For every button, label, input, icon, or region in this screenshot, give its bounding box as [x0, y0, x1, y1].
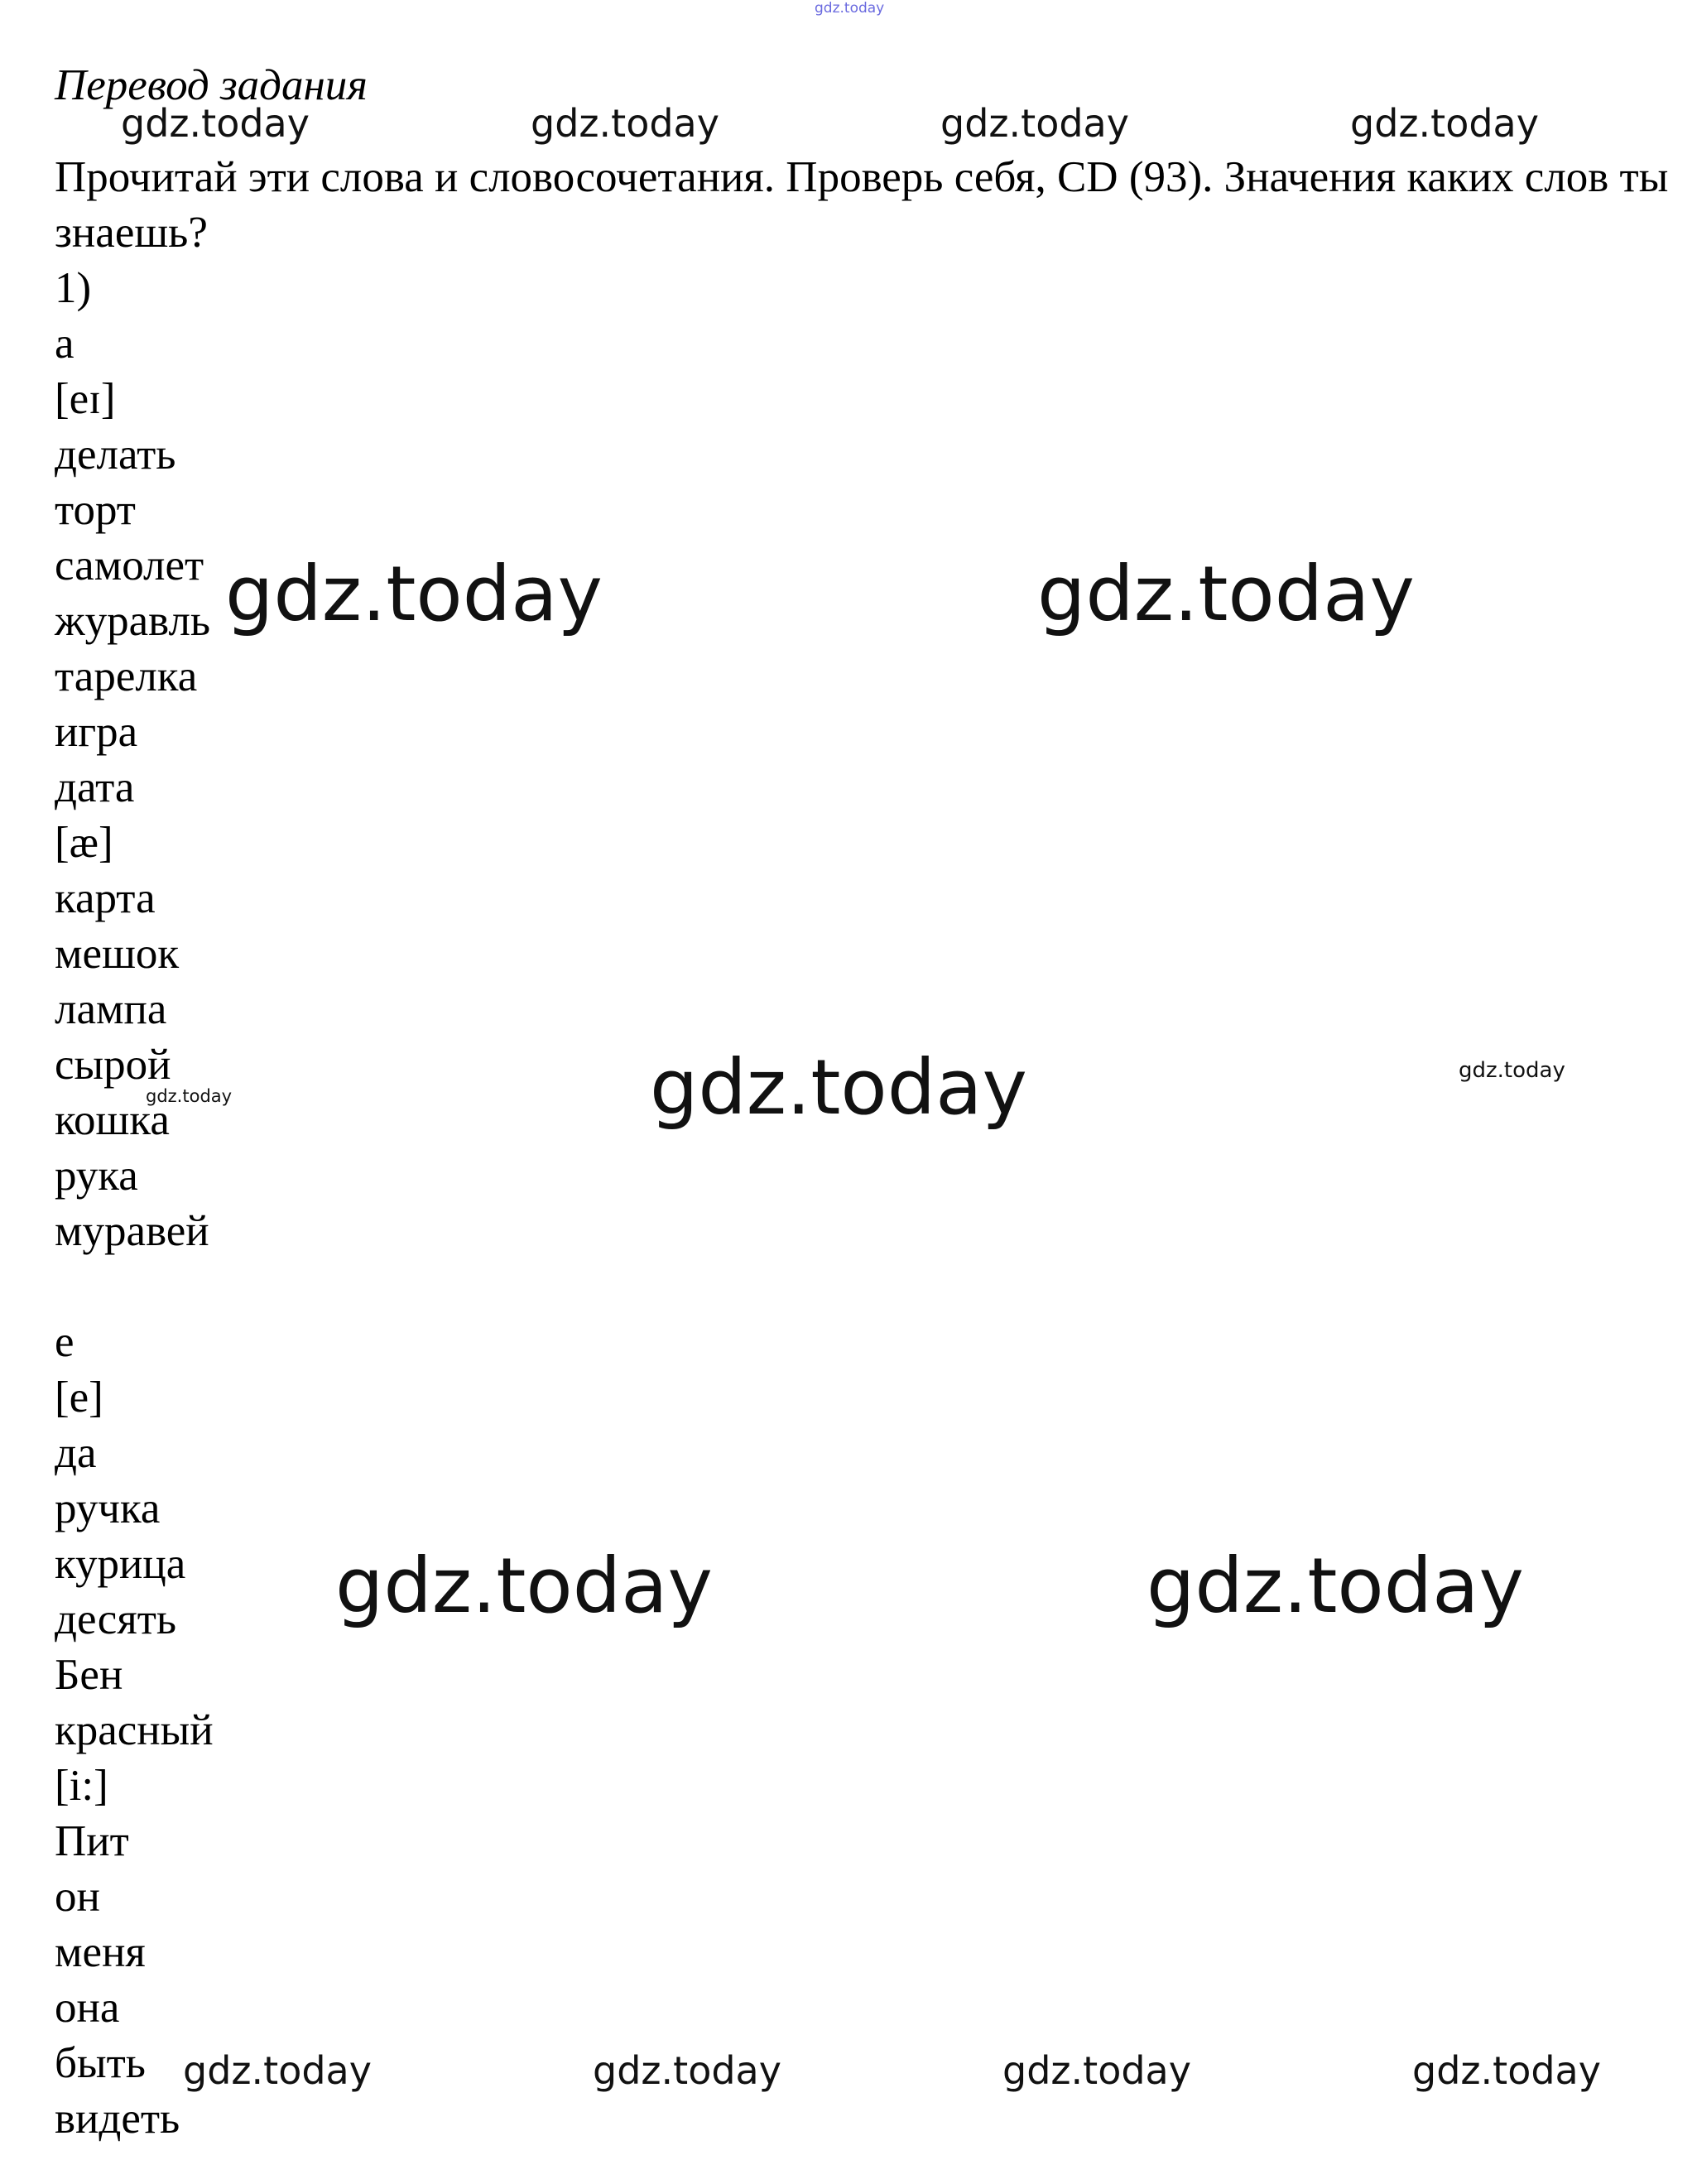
watermark: gdz.today: [1412, 2048, 1601, 2093]
task-instruction: Прочитай эти слова и словосочетания. Проверь себя, CD (93). Значения каких слов ты знаешь?: [55, 153, 1669, 257]
list-item: рука: [55, 1152, 138, 1200]
watermark: gdz.today: [1002, 2048, 1191, 2093]
list-item: меня: [55, 1928, 146, 1976]
list-item: да: [55, 1429, 97, 1477]
list-item: курица: [55, 1540, 186, 1588]
list-item: она: [55, 1984, 120, 2032]
watermark: gdz.today: [121, 101, 310, 146]
watermark: gdz.today: [183, 2048, 372, 2093]
list-item: 1): [55, 264, 92, 312]
list-item: [eɪ]: [55, 375, 116, 423]
list-item: самолет: [55, 541, 204, 589]
list-item: кошка: [55, 1096, 170, 1144]
watermark: gdz.today: [650, 1043, 1027, 1132]
watermark: gdz.today: [940, 101, 1129, 146]
list-item: карта: [55, 874, 156, 922]
list-item: тарелка: [55, 652, 198, 700]
watermark: gdz.today: [1459, 1058, 1565, 1083]
watermark-top: gdz.today: [815, 0, 885, 17]
list-item: видеть: [55, 2095, 180, 2143]
watermark: gdz.today: [335, 1542, 713, 1630]
document-heading: Перевод задания: [55, 61, 368, 109]
list-item: [i:]: [55, 1762, 108, 1810]
list-item: ручка: [55, 1484, 161, 1532]
watermark: gdz.today: [225, 550, 603, 638]
list-item: журавль: [55, 597, 211, 645]
list-item: [æ]: [55, 819, 113, 867]
watermark: gdz.today: [1037, 550, 1415, 638]
watermark: gdz.today: [1350, 101, 1539, 146]
list-item: Бен: [55, 1651, 123, 1699]
list-item: делать: [55, 431, 176, 479]
list-item: сырой: [55, 1041, 171, 1089]
list-item: игра: [55, 708, 138, 756]
list-item: мешок: [55, 930, 180, 978]
list-item: красный: [55, 1706, 214, 1754]
list-item: e: [55, 1318, 75, 1366]
list-item: муравей: [55, 1207, 209, 1255]
watermark: gdz.today: [593, 2048, 781, 2093]
list-item: лампа: [55, 985, 167, 1033]
list-item: [e]: [55, 1373, 103, 1422]
list-item: торт: [55, 486, 136, 534]
list-item: быть: [55, 2039, 146, 2087]
list-item: a: [55, 320, 75, 368]
list-item: десять: [55, 1595, 177, 1643]
word-list-e: [55, 1315, 1677, 2147]
list-item: дата: [55, 763, 135, 811]
watermark: gdz.today: [146, 1086, 233, 1106]
watermark: gdz.today: [531, 101, 719, 146]
list-item: он: [55, 1873, 100, 1921]
list-item: Пит: [55, 1817, 129, 1865]
watermark: gdz.today: [1147, 1542, 1524, 1630]
blank-line: [55, 1259, 1677, 1315]
